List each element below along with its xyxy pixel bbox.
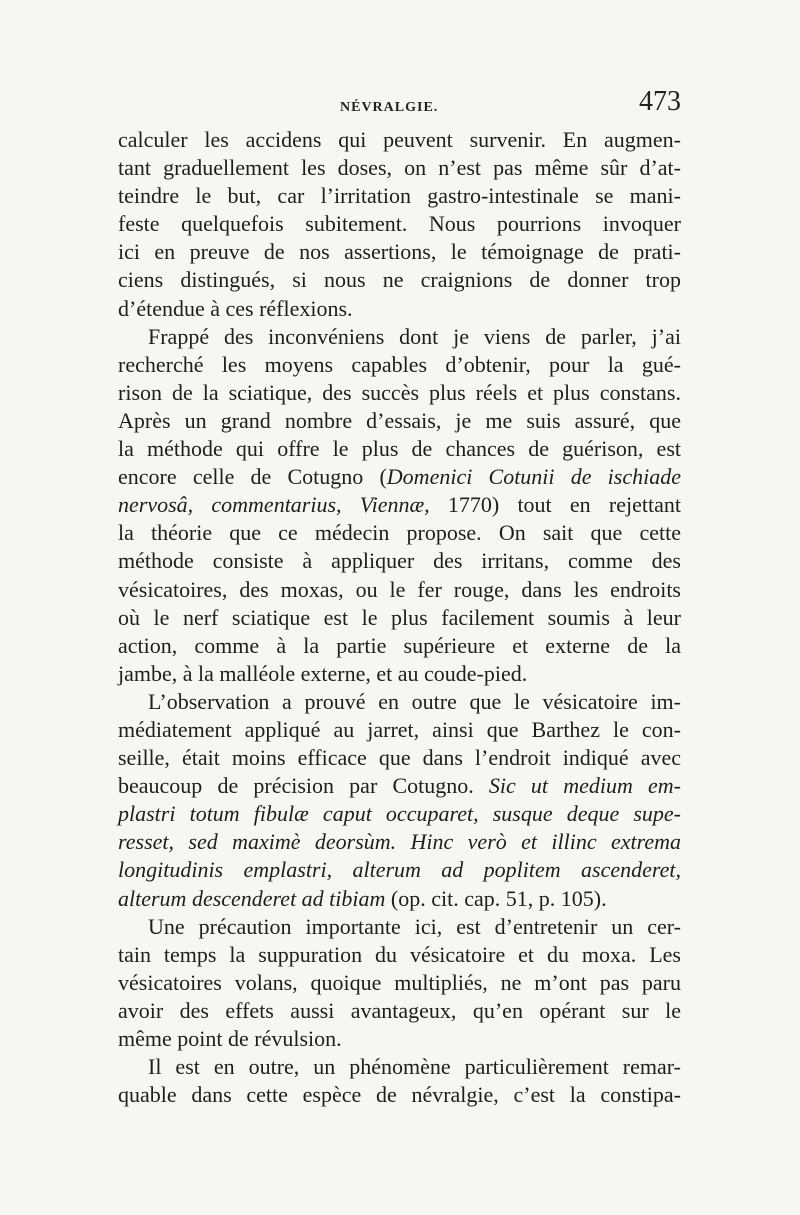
italic-text: Sic ut medium em- [488,773,681,799]
text-line [118,323,681,351]
text-line [118,126,681,154]
text-segment: vésicatoires volans, quoique multipliés, ne m’ont pas paru [118,969,681,995]
text-segment: beaucoup de précision par Cotugno. [118,773,489,799]
text-segment: teindre le but, car l’irritation gastro-intestinale se mani- [118,183,681,209]
text-line [118,969,681,997]
text-line [118,351,681,379]
text-segment: ici en preuve de nos assertions, le témoignage de prati- [118,239,681,265]
text-segment: la méthode qui offre le plus de chances de guérison, est [118,436,681,462]
text-line [118,210,681,238]
italic-text: plastri totum fibulæ caput occuparet, susque deque supe- [118,801,681,827]
text-line [118,800,681,828]
italic-text: Domenici Cotunii de ischiade [386,464,681,490]
text-segment: tant graduellement les doses, on n’est pas même sûr d’at- [118,155,681,181]
text-line [118,238,681,266]
italic-text: longitudinis emplastri, alterum ad poplitem ascenderet, [118,857,681,883]
text-line [118,856,681,884]
text-line [118,885,681,913]
text-segment: ciens distingués, si nous ne craignions de donner trop [118,267,681,293]
text-line [118,435,681,463]
text-line [118,913,681,941]
text-line [118,1053,681,1081]
text-segment: 1770) tout en rejettant [429,492,681,518]
text-line [118,1081,681,1109]
text-segment: Une précaution importante ici, est d’entretenir un cer- [148,913,681,939]
text-line [118,182,681,210]
text-segment: encore celle de Cotugno ( [118,464,387,490]
text-line [118,407,681,435]
text-line [118,941,681,969]
text-segment: où le nerf sciatique est le plus facilement soumis à leur [118,604,681,630]
text-line [118,379,681,407]
text-segment: feste quelquefois subitement. Nous pourrions invoquer [118,211,681,237]
text-line [118,688,681,716]
body-text [118,126,681,1109]
text-line [118,772,681,800]
text-segment: (op. cit. cap. 51, p. 105). [385,885,607,911]
text-segment: médiatement appliqué au jarret, ainsi que Barthez le con- [118,716,681,742]
page-header [118,86,681,126]
text-segment: tain temps la suppuration du vésicatoire et du moxa. Les [118,941,681,967]
text-line [118,154,681,182]
text-line [118,604,681,632]
text-line [118,1025,681,1053]
text-segment: quable dans cette espèce de névralgie, c’est la constipa- [118,1082,681,1108]
text-segment: calculer les accidens qui peuvent survenir. En augmen- [118,127,681,152]
text-line [118,632,681,660]
text-line [118,576,681,604]
text-segment: vésicatoires, des moxas, ou le fer rouge, dans les endroits [118,576,681,602]
text-segment: Il est en outre, un phénomène particulièrement remar- [148,1054,681,1080]
text-segment: la théorie que ce médecin propose. On sait que cette [118,520,681,546]
text-line [118,828,681,856]
italic-text: nervosâ, commentarius, Viennæ, [118,492,430,518]
text-line [118,744,681,772]
text-line [118,295,681,323]
text-segment: action, comme à la partie supérieure et externe de la [118,632,681,658]
italic-text: resset, sed maximè deorsùm. Hinc verò et illinc extrema [118,829,681,855]
text-line [118,547,681,575]
text-segment: avoir des effets aussi avantageux, qu’en opérant sur le [118,997,681,1023]
text-line [118,660,681,688]
text-segment: rison de la sciatique, des succès plus réels et plus constans. [118,379,681,405]
text-segment: Après un grand nombre d’essais, je me suis assuré, que [118,407,681,433]
page-number: 473 [639,86,681,117]
text-segment: jambe, à la malléole externe, et au coude-pied. [118,660,528,686]
text-line [118,519,681,547]
text-line [118,266,681,294]
text-segment: Frappé des inconvéniens dont je viens de parler, j’ai [148,323,681,349]
text-segment: méthode consiste à appliquer des irritans, comme des [118,548,681,574]
text-segment: seille, était moins efficace que dans l’endroit indiqué avec [118,745,681,771]
text-line [118,463,681,491]
text-segment: recherché les moyens capables d’obtenir, pour la gué- [118,351,681,377]
text-segment: même point de révulsion. [118,1026,342,1051]
text-segment: d’étendue à ces réflexions. [118,295,353,321]
text-line [118,997,681,1025]
italic-text: alterum descenderet ad tibiam [118,885,386,911]
text-line [118,491,681,519]
text-line [118,716,681,744]
text-segment: L’observation a prouvé en outre que le vésicatoire im- [148,688,681,714]
running-title: NÉVRALGIE. [340,100,439,115]
